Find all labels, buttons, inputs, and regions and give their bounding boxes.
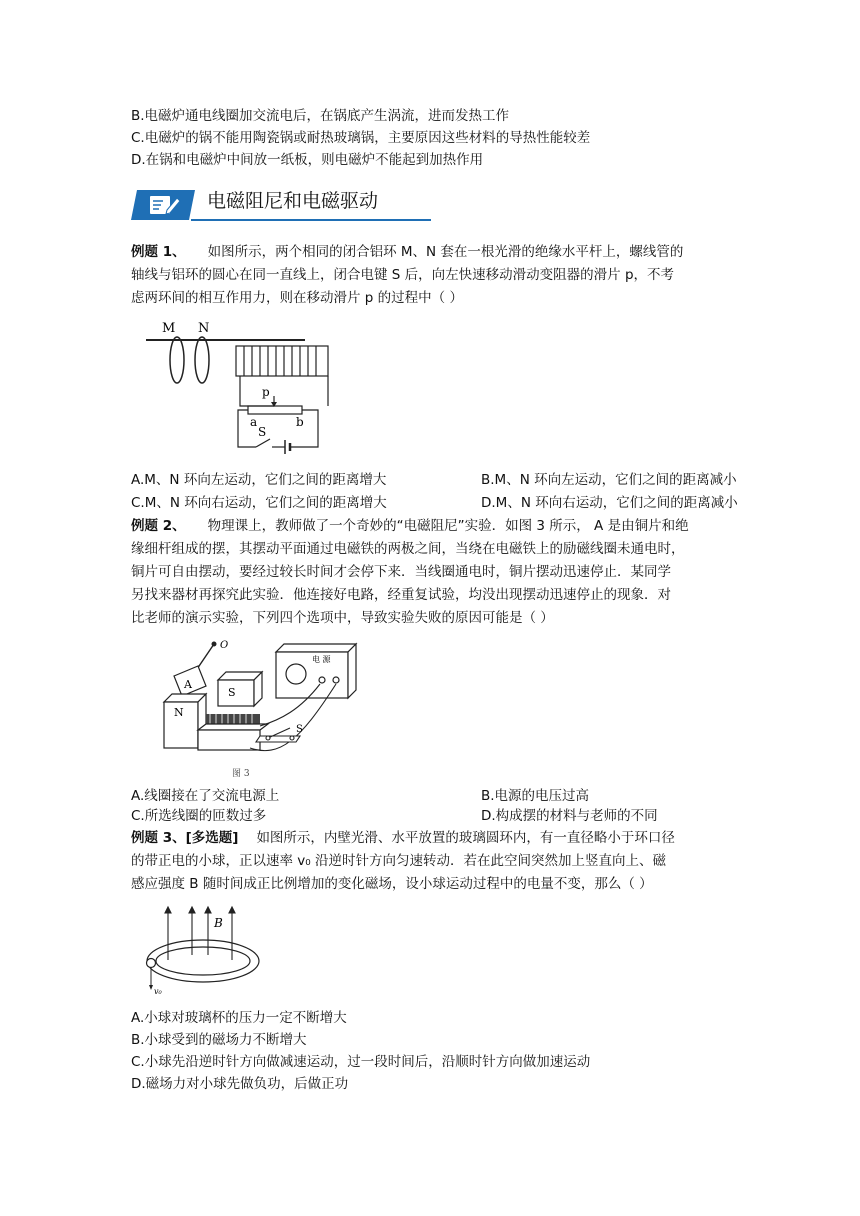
example1-option-d: D.M、N 环向右运动，它们之间的距离减小 [481,495,738,511]
intro-option-b: B.电磁炉通电线圈加交流电后，在锅底产生涡流，进而发热工作 [131,108,510,124]
magnet-s [218,672,262,706]
example2-label: 例题 2、 [131,518,186,534]
example3-line-2: 的带正电的小球，正以速率 v₀ 沿逆时针方向匀速转动．若在此空间突然加上竖直向上、磁 [131,853,666,869]
ring-outer [147,940,259,982]
label-switch: S [296,724,303,735]
label-o: O [220,640,229,651]
example3-option-a: A.小球对玻璃杯的压力一定不断增大 [131,1010,347,1026]
example3-option-c: C.小球先沿逆时针方向做减速运动，过一段时间后，沿顺时针方向做加速运动 [131,1054,591,1070]
label-p: p [262,385,270,399]
example1-question [131,242,683,262]
label-n: N [198,321,210,336]
label-a: A [184,678,192,691]
power-supply [276,644,356,698]
example2-line-3: 铜片可自由摆动，要经过较长时间才会停下来．当线圈通电时，铜片摆动迅速停止．某同学 [131,564,671,580]
charged-ball [147,959,156,968]
example1-option-c: C.M、N 环向右运动，它们之间的距离增大 [131,495,387,511]
switch [256,728,300,742]
magnetic-field-arrows [165,907,235,960]
example2-option-a: A.线圈接在了交流电源上 [131,788,280,804]
example2-line-4: 另找来器材再探究此实验．他连接好电路，经重复试验，均没出现摆动迅速停止的现象．对 [131,587,671,603]
example3-figure [140,905,270,1000]
example1-option-a: A.M、N 环向左运动，它们之间的距离增大 [131,472,387,488]
solenoid [236,346,328,376]
example2-line-1: 物理课上，教师做了一个奇妙的“电磁阻尼”实验．如图 3 所示， A 是由铜片和绝 [207,518,689,534]
intro-option-c: C.电磁炉的锅不能用陶瓷锅或耐热玻璃锅，主要原因这些材料的导热性能较差 [131,130,591,146]
example1-line-2: 轴线与铝环的圆心在同一直线上，闭合电键 S 后，向左快速移动滑动变阻器的滑片 p，不考 [131,267,675,283]
label-s-pole: S [228,686,236,699]
example3-option-b: B.小球受到的磁场力不断增大 [131,1032,307,1048]
label-m: M [162,321,176,336]
label-v0: v₀ [154,987,162,996]
example3-option-d: D.磁场力对小球先做负功，后做正功 [131,1076,349,1092]
rheostat [248,406,302,414]
label-a: a [250,415,258,429]
example1-option-b: B.M、N 环向左运动，它们之间的距离减小 [481,472,737,488]
label-power: 电 源 [312,655,331,664]
label-n-pole: N [174,706,184,719]
label-b: b [296,415,304,429]
example1-line-1: 如图所示，两个相同的闭合铝环 M、N 套在一根光滑的绝缘水平杆上，螺线管的 [207,244,684,260]
example2-option-b: B.电源的电压过高 [481,788,590,804]
example2-option-d: D.构成摆的材料与老师的不同 [481,808,658,824]
switch-s [256,439,270,447]
example2-line-2: 缘细杆组成的摆，其摆动平面通过电磁铁的两极之间，当绕在电磁铁上的励磁线圈未通电时， [131,541,685,557]
example3-label: 例题 3、[多选题] [131,830,239,846]
base-block [198,724,268,750]
example2-question [131,516,689,536]
example3-line-3: 感应强度 B 随时间成正比例增加的变化磁场，设小球运动过程中的电量不变，那么（ ） [131,876,653,892]
label-b: B [214,916,223,930]
example1-figure [140,312,340,462]
example1-label: 例题 1、 [131,244,186,260]
label-s: S [258,425,267,439]
intro-option-d: D.在锅和电磁炉中间放一纸板，则电磁炉不能起到加热作用 [131,152,484,168]
section-title: 电磁阻尼和电磁驱动 [207,190,379,212]
ring-inner [156,947,250,975]
example2-figure [150,630,370,780]
figure-caption: 图 3 [232,769,250,779]
example1-line-3: 虑两环间的相互作用力，则在移动滑片 p 的过程中（ ） [131,290,463,306]
ring-n [195,337,209,383]
example2-line-5: 比老师的演示实验，下列四个选项中，导致实验失败的原因可能是（ ） [131,610,554,626]
example3-question [131,828,675,848]
example2-option-c: C.所选线圈的匝数过多 [131,808,267,824]
example3-line-1: 如图所示，内壁光滑、水平放置的玻璃圆环内，有一直径略小于环口径 [256,830,675,846]
ring-m [170,337,184,383]
